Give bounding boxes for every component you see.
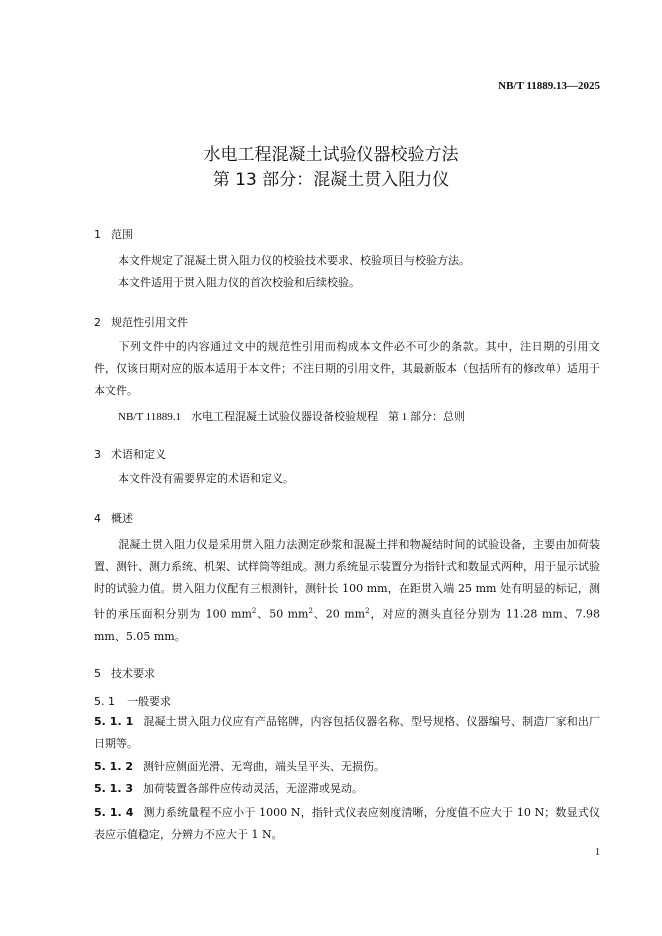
- section-1-heading: 1 范围: [94, 228, 133, 241]
- section-3-heading: 3 术语和定义: [94, 448, 166, 461]
- standard-number: NB/T 11889.13—2025: [498, 80, 600, 92]
- paragraph: 本文件规定了混凝土贯入阻力仪的校验技术要求、校验项目与校验方法。: [118, 254, 470, 267]
- section-4-body: 混凝土贯入阻力仪是采用贯入阻力法测定砂浆和混凝土拌和物凝结时间的试验设备，主要由加荷装置、测针、测力系统、机架、试样筒等组成。测力系统显示装置分为指针式和数显式两种，用于显示试验时的试验力值。贯入阻力仪配有三根测针，测针长 100 mm，在距贯入端 25 mm 处有明显的标记，测针的承压面积分别为 100 $mm^2$、50 $mm^2$、20 $mm^2$，对应的测头直径分别为 11.28 mm、7.98 mm、5.05 mm。: [94, 538, 601, 643]
- clause-5-1-4: 5. 1. 4 测力系统量程不应小于 1000 N，指针式仪表应刻度清晰，分度值不应大于 10 N；数显式仪表应示值稳定，分辨力不应大于 1 N。: [94, 806, 600, 841]
- paragraph: 本文件适用于贯入阻力仪的首次校验和后续校验。: [118, 276, 360, 289]
- clause-5-1-1: 5. 1. 1 混凝土贯入阻力仪应有产品铭牌，内容包括仪器名称、型号规格、仪器编号、制造厂家和出厂日期等。: [94, 715, 600, 750]
- section-2-body: 下列文件中的内容通过文中的规范性引用而构成本文件必不可少的条款。其中，注日期的引用文件，仅该日期对应的版本适用于本文件；不注日期的引用文件，其最新版本（包括所有的修改单）适用于本文件。: [94, 340, 600, 397]
- subsection-5-1-heading: 5. 1 一般要求: [94, 695, 171, 708]
- title-line-2: 第 13 部分：混凝土贯入阻力仪: [212, 170, 450, 190]
- section-2-heading: 2 规范性引用文件: [94, 316, 188, 329]
- section-4-heading: 4 概述: [94, 512, 133, 525]
- clause-5-1-2: 5. 1. 2 测针应侧面光滑、无弯曲，端头呈平头、无损伤。: [94, 760, 385, 773]
- clause-5-1-3: 5. 1. 3 加荷装置各部件应传动灵活，无涩滞或晃动。: [94, 782, 363, 795]
- title-line-1: 水电工程混凝土试验仪器校验方法: [203, 145, 459, 165]
- section-1-body: [94, 250, 600, 294]
- page-number: 1: [595, 847, 600, 858]
- document-title: [0, 143, 662, 193]
- section-5-heading: 5 技术要求: [94, 667, 155, 680]
- section-3-body: 本文件没有需要界定的术语和定义。: [118, 472, 294, 485]
- normative-reference: NB/T 11889.1 水电工程混凝土试验仪器设备校验规程 第 1 部分：总则: [118, 411, 465, 423]
